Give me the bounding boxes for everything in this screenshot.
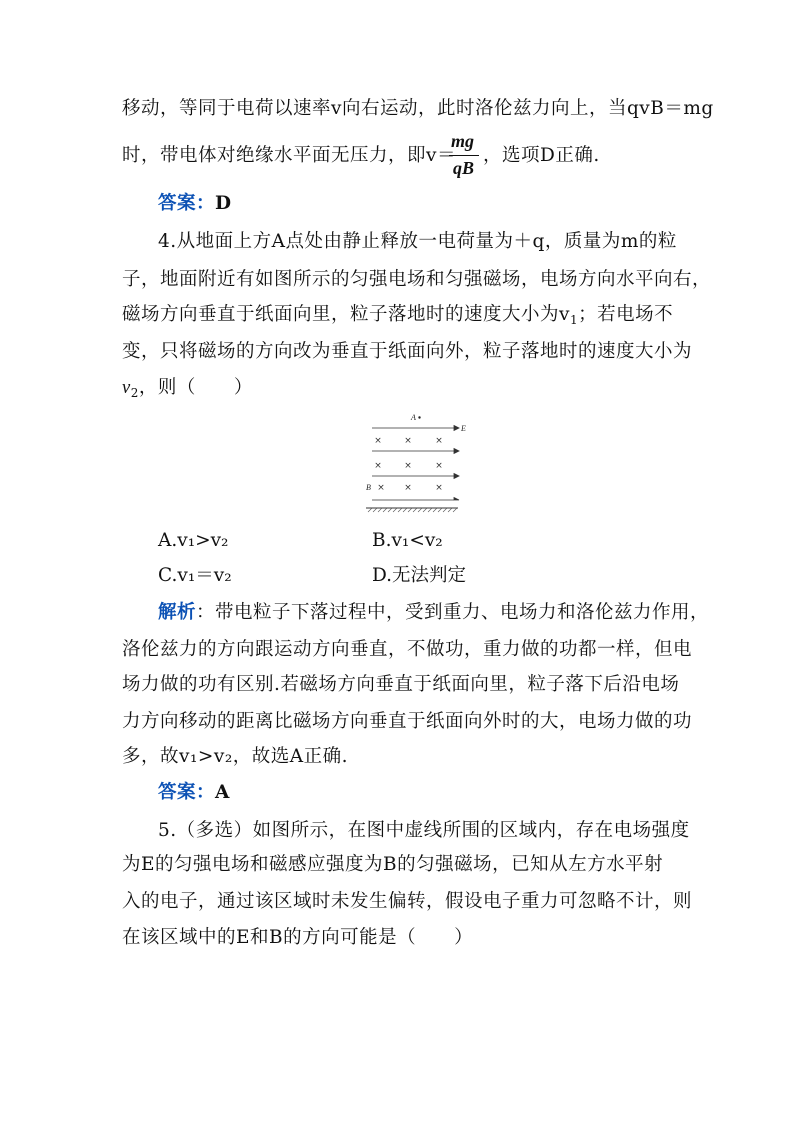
label-E: E <box>461 424 466 433</box>
analysis-line-3: 场力做的功有区别.若磁场方向垂直于纸面向里，粒子落下后沿电场 <box>122 674 680 695</box>
point-A-dot <box>418 416 420 418</box>
option-D[interactable]: D.无法判定 <box>372 565 467 586</box>
ground-hatching <box>368 508 457 512</box>
arrowhead-icon <box>454 498 459 501</box>
answer-value: A <box>215 782 230 803</box>
field-mark: × <box>435 436 443 446</box>
q4-stem-line-2: 子，地面附近有如图所示的匀强电场和匀强磁场，电场方向水平向右， <box>122 269 712 290</box>
prev-text-line-2-post: ，选项D正确. <box>483 145 600 166</box>
arrowhead-icon <box>454 474 459 479</box>
field-mark: × <box>404 483 412 493</box>
analysis-line-4: 力方向移动的距离比磁场方向垂直于纸面向外时的大，电场力做的功 <box>122 711 693 732</box>
velocity-symbol: v <box>122 378 131 398</box>
q4-stem-line-5-tail: ，则（ ） <box>138 377 253 398</box>
field-mark: × <box>374 461 382 471</box>
field-diagram <box>360 408 475 513</box>
field-mark: × <box>435 483 443 493</box>
q4-stem-line-3 <box>122 302 673 333</box>
q5-stem-line-1: 5.（多选）如图所示，在图中虚线所围的区域内，存在电场强度 <box>158 820 690 841</box>
answer-value: D <box>215 193 232 214</box>
field-mark: × <box>404 436 412 446</box>
prev-text-line-1: 移动，等同于电荷以速率v向右运动，此时洛伦兹力向上，当qvB＝mg <box>122 98 714 119</box>
option-B[interactable]: B.v₁<v₂ <box>372 530 443 551</box>
q4-stem-line-5 <box>122 375 253 406</box>
q4-stem-line-3-text: 磁场方向垂直于纸面向里，粒子落地时的速度大小为v <box>122 304 570 325</box>
fraction-bar <box>449 155 479 156</box>
analysis-text: ：带电粒子下落过程中，受到重力、电场力和洛伦兹力作用， <box>196 602 710 623</box>
label-A: A <box>411 413 416 422</box>
field-mark: × <box>404 461 412 471</box>
subscript: 2 <box>130 386 139 400</box>
answer-label: 答案： <box>158 193 216 214</box>
option-C[interactable]: C.v₁＝v₂ <box>158 565 232 586</box>
q5-stem-line-3: 入的电子，通过该区域时未发生偏转，假设电子重力可忽略不计，则 <box>122 891 693 912</box>
field-mark: × <box>377 483 385 493</box>
fraction-denominator: qB <box>453 158 475 178</box>
fraction-numerator: mg <box>451 131 475 151</box>
field-mark: × <box>435 461 443 471</box>
q4-stem-line-1: 4.从地面上方A点处由静止释放一电荷量为＋q，质量为m的粒 <box>158 231 677 252</box>
q4-stem-line-3-tail: ；若电场不 <box>578 304 674 325</box>
q5-stem-line-2: 为E的匀强电场和磁感应强度为B的匀强磁场，已知从左方水平射 <box>122 854 664 875</box>
analysis-line-1 <box>158 600 709 626</box>
prev-answer <box>158 191 232 217</box>
prev-text-line-2-pre: 时，带电体对绝缘水平面无压力，即v＝ <box>122 145 456 166</box>
field-mark: × <box>374 436 382 446</box>
analysis-line-5: 多，故v₁>v₂，故选A正确. <box>122 746 348 767</box>
subscript: 1 <box>569 313 579 327</box>
analysis-line-2: 洛伦兹力的方向跟运动方向垂直，不做功，重力做的功都一样，但电 <box>122 639 693 660</box>
arrowhead-icon <box>454 426 459 431</box>
arrowhead-icon <box>454 449 459 454</box>
q5-stem-line-4: 在该区域中的E和B的方向可能是（ ） <box>122 927 474 948</box>
q4-answer <box>158 780 230 806</box>
q4-stem-line-4: 变，只将磁场的方向改为垂直于纸面向外，粒子落地时的速度大小为 <box>122 341 693 362</box>
option-A[interactable]: A.v₁>v₂ <box>158 530 229 551</box>
label-B: B <box>366 483 371 492</box>
answer-label: 答案： <box>158 782 216 803</box>
analysis-label: 解析 <box>158 602 197 623</box>
